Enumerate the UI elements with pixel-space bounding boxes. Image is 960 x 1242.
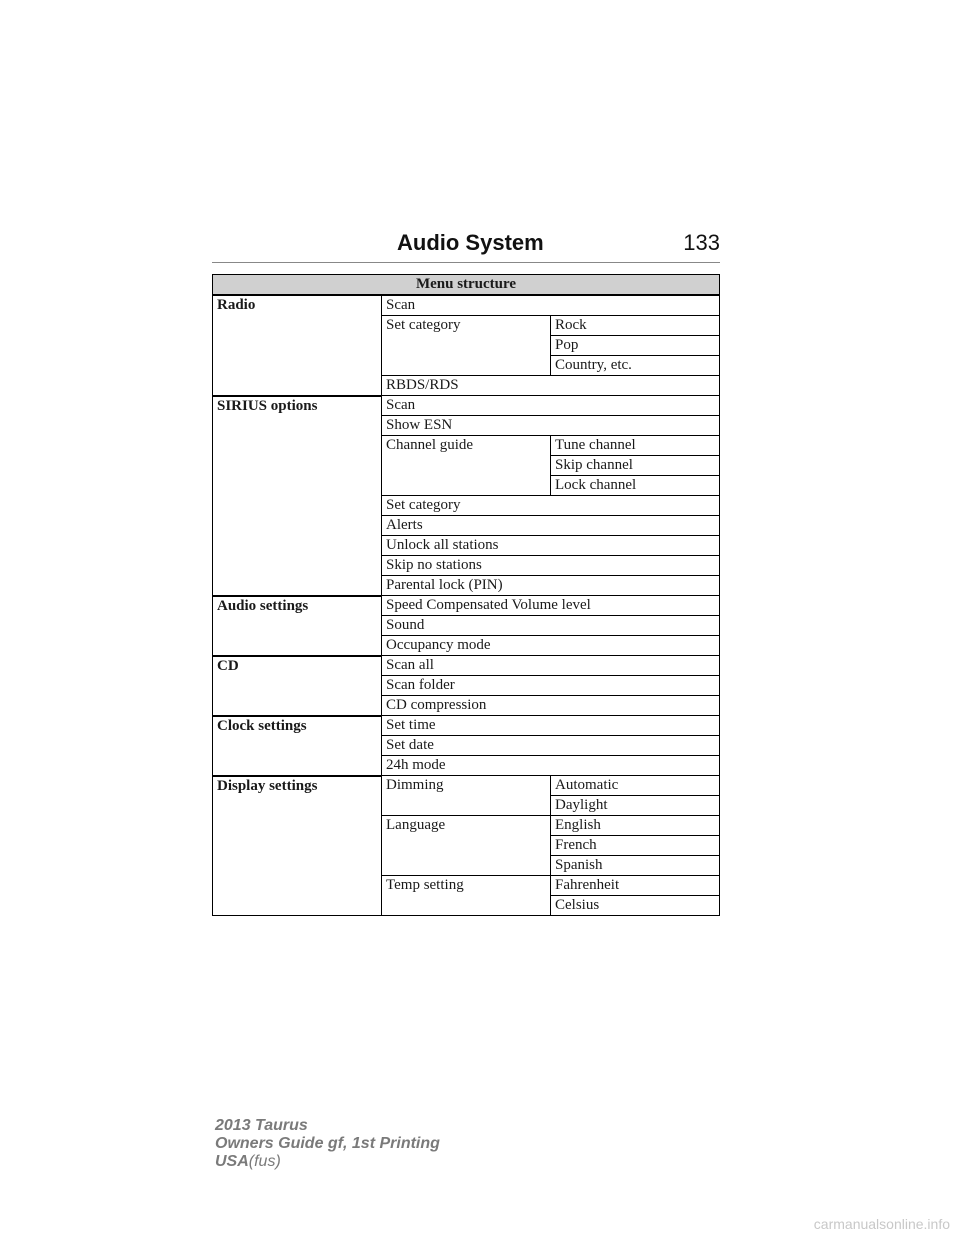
submenu-item-cell: Skip channel bbox=[551, 456, 720, 476]
table-row bbox=[213, 295, 720, 316]
category-cell: Audio settings bbox=[213, 596, 382, 656]
table-row bbox=[213, 396, 720, 416]
menu-item-cell: Dimming bbox=[382, 776, 551, 816]
footer-line-1: 2013 Taurus bbox=[215, 1117, 308, 1134]
submenu-item-cell: Fahrenheit bbox=[551, 876, 720, 896]
submenu-item-cell: Rock bbox=[551, 316, 720, 336]
header-rule bbox=[212, 262, 720, 263]
menu-item-cell: Scan bbox=[382, 295, 720, 316]
footer-region-code: (fus) bbox=[248, 1153, 281, 1170]
category-cell: SIRIUS options bbox=[213, 396, 382, 596]
menu-item-cell: Scan bbox=[382, 396, 720, 416]
submenu-item-cell: Country, etc. bbox=[551, 356, 720, 376]
section-title: Audio System bbox=[397, 230, 544, 255]
footer-region: USA bbox=[215, 1153, 249, 1170]
menu-item-cell: Unlock all stations bbox=[382, 536, 720, 556]
footer-line-3 bbox=[215, 1153, 440, 1171]
menu-item-cell: Parental lock (PIN) bbox=[382, 576, 720, 596]
page-number: 133 bbox=[683, 230, 720, 255]
category-cell: CD bbox=[213, 656, 382, 716]
submenu-item-cell: Celsius bbox=[551, 896, 720, 916]
menu-item-cell: Scan folder bbox=[382, 676, 720, 696]
footer-line-2: Owners Guide gf, 1st Printing bbox=[215, 1135, 440, 1152]
menu-item-cell: Channel guide bbox=[382, 436, 551, 496]
table-row bbox=[213, 656, 720, 676]
menu-item-cell: Set time bbox=[382, 716, 720, 736]
submenu-item-cell: Pop bbox=[551, 336, 720, 356]
table-row bbox=[213, 776, 720, 796]
menu-item-cell: CD compression bbox=[382, 696, 720, 716]
submenu-item-cell: French bbox=[551, 836, 720, 856]
menu-item-cell: Speed Compensated Volume level bbox=[382, 596, 720, 616]
submenu-item-cell: Daylight bbox=[551, 796, 720, 816]
submenu-item-cell: English bbox=[551, 816, 720, 836]
menu-item-cell: Set date bbox=[382, 736, 720, 756]
category-cell: Radio bbox=[213, 295, 382, 396]
menu-item-cell: Scan all bbox=[382, 656, 720, 676]
menu-item-cell: 24h mode bbox=[382, 756, 720, 776]
page-header bbox=[212, 230, 720, 260]
table-row bbox=[213, 716, 720, 736]
table-body bbox=[213, 295, 720, 916]
menu-item-cell: Show ESN bbox=[382, 416, 720, 436]
category-cell: Clock settings bbox=[213, 716, 382, 776]
category-cell: Display settings bbox=[213, 776, 382, 916]
menu-item-cell: Sound bbox=[382, 616, 720, 636]
table-row bbox=[213, 596, 720, 616]
menu-item-cell: Set category bbox=[382, 496, 720, 516]
menu-item-cell: Alerts bbox=[382, 516, 720, 536]
menu-item-cell: RBDS/RDS bbox=[382, 376, 720, 396]
menu-item-cell: Occupancy mode bbox=[382, 636, 720, 656]
menu-item-cell: Skip no stations bbox=[382, 556, 720, 576]
menu-item-cell: Language bbox=[382, 816, 551, 876]
submenu-item-cell: Spanish bbox=[551, 856, 720, 876]
submenu-item-cell: Automatic bbox=[551, 776, 720, 796]
submenu-item-cell: Lock channel bbox=[551, 476, 720, 496]
table-heading: Menu structure bbox=[213, 275, 720, 296]
menu-item-cell: Set category bbox=[382, 316, 551, 376]
submenu-item-cell: Tune channel bbox=[551, 436, 720, 456]
footer bbox=[215, 1117, 440, 1171]
menu-item-cell: Temp setting bbox=[382, 876, 551, 916]
menu-structure-table bbox=[212, 274, 720, 916]
watermark: carmanualsonline.info bbox=[813, 1216, 950, 1232]
table-header-row bbox=[213, 275, 720, 296]
